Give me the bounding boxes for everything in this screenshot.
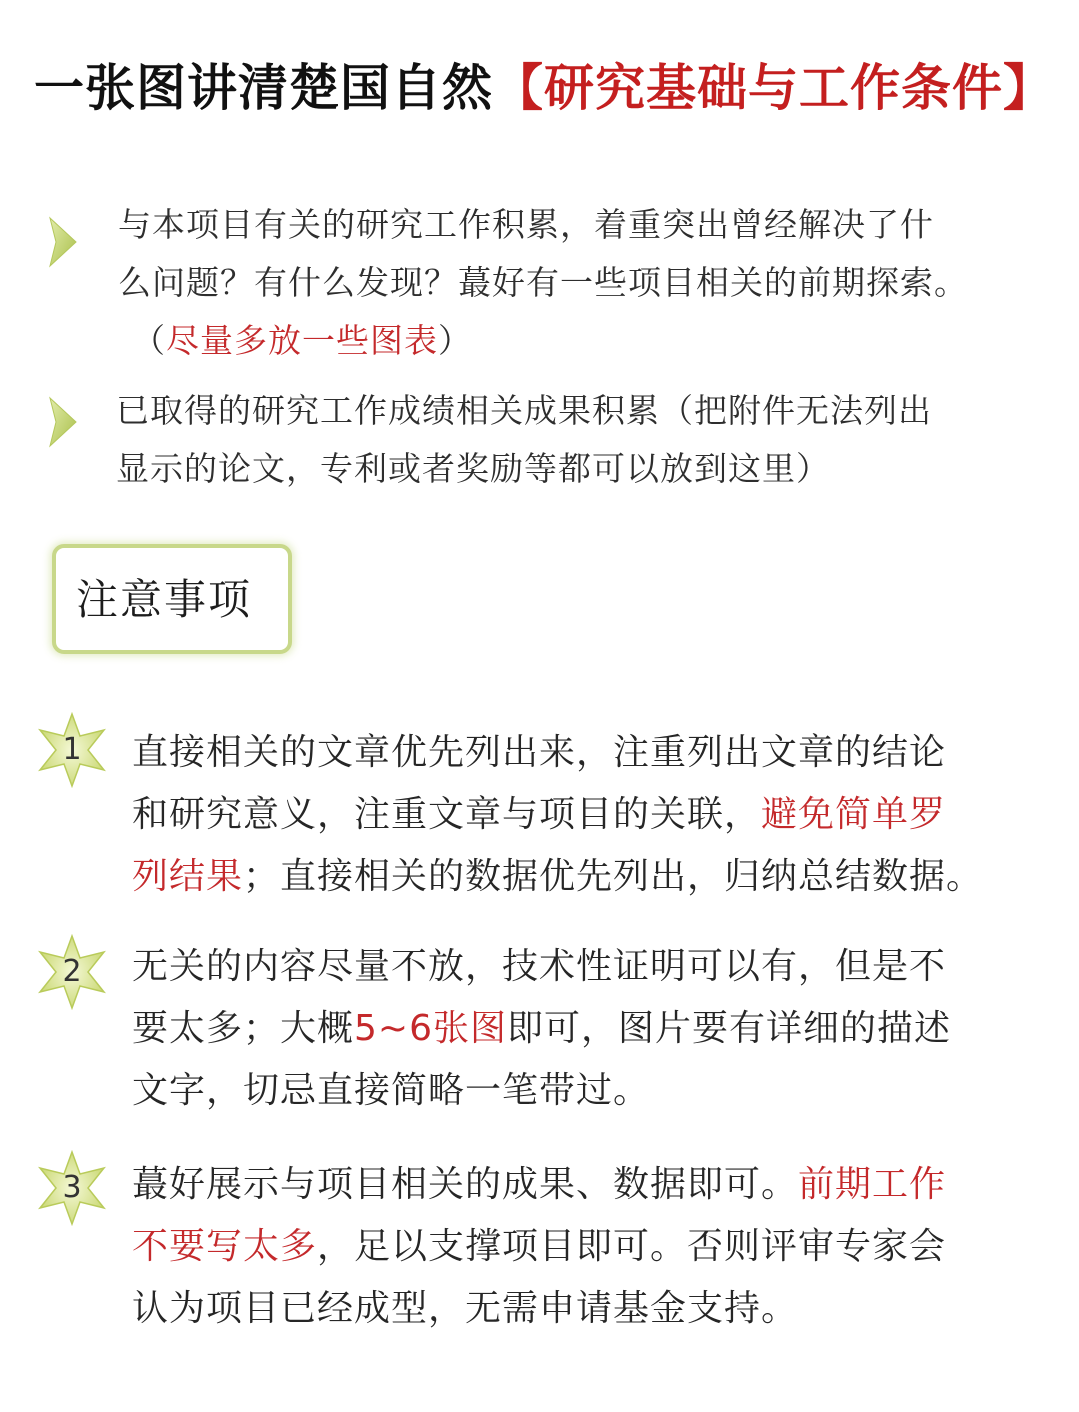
item-3-line-1-text: 蕞好展示与项目相关的成果、数据即可。 [132, 1164, 799, 1205]
item-paragraph-2 [132, 936, 1062, 1122]
item-3-line-3: 认为项目已经成型，无需申请基金支持。 [132, 1288, 799, 1329]
bullet-1-line-1: 与本项目有关的研究工作积累，着重突出曾经解决了什 [118, 205, 934, 244]
item-3-line-2 [132, 1216, 1062, 1278]
item-1-line-3 [132, 846, 1062, 908]
item-2-line-2-text-a: 要太多；大概 [132, 1008, 355, 1049]
bullet-paragraph-1 [118, 196, 1048, 370]
bullet-1-line-2: 么问题？有什么发现？蕞好有一些项目相关的前期探索。 [118, 263, 968, 302]
item-3-line-2-text: ，足以支撑项目即可。否则评审专家会 [317, 1226, 947, 1267]
star-icon [34, 712, 110, 788]
chevron-right-icon [46, 212, 86, 272]
item-paragraph-3 [132, 1154, 1062, 1340]
item-paragraph-1 [132, 722, 1062, 908]
item-1-line-2-text: 和研究意义，注重文章与项目的关联， [132, 794, 762, 835]
title-highlight: 【研究基础与工作条件】 [493, 59, 1054, 117]
item-1-highlight-a: 避免简单罗 [761, 794, 947, 835]
item-number-1: 1 [62, 732, 82, 767]
item-number-3: 3 [62, 1170, 82, 1205]
item-3-line-1 [132, 1154, 1062, 1216]
item-number-2: 2 [62, 954, 82, 989]
item-2-line-3: 文字，切忌直接简略一笔带过。 [132, 1070, 651, 1111]
bullet-2-line-2: 显示的论文，专利或者奖励等都可以放到这里） [116, 449, 830, 488]
bullet-1-line-3 [118, 312, 1048, 370]
bullet-paragraph-2 [116, 382, 1046, 498]
item-1-line-3-text: ；直接相关的数据优先列出，归纳总结数据。 [243, 856, 984, 897]
bullet-1-paren-close: ） [438, 321, 472, 360]
item-2-line-2-text-b: 即可，图片要有详细的描述 [507, 1008, 952, 1049]
item-3-highlight-b: 不要写太多 [132, 1226, 318, 1267]
item-2-line-1: 无关的内容尽量不放，技术性证明可以有，但是不 [132, 946, 947, 987]
star-icon [34, 1150, 110, 1226]
item-1-line-2 [132, 784, 1062, 846]
star-icon [34, 934, 110, 1010]
page-title [34, 52, 1074, 124]
notice-section-box [52, 544, 292, 654]
item-1-highlight-b: 列结果 [132, 856, 244, 897]
item-2-highlight: 5~6张图 [354, 1008, 507, 1049]
bullet-1-highlight: 尽量多放一些图表 [166, 321, 438, 360]
bullet-2-line-1: 已取得的研究工作成绩相关成果积累（把附件无法列出 [116, 391, 932, 430]
item-1-line-1: 直接相关的文章优先列出来，注重列出文章的结论 [132, 732, 947, 773]
notice-label: 注意事项 [76, 575, 253, 624]
item-3-highlight-a: 前期工作 [798, 1164, 947, 1205]
chevron-right-icon [46, 392, 86, 452]
item-2-line-2 [132, 998, 1062, 1060]
title-main: 一张图讲清楚国自然 [34, 59, 493, 117]
bullet-1-paren-open: （ [132, 321, 166, 360]
